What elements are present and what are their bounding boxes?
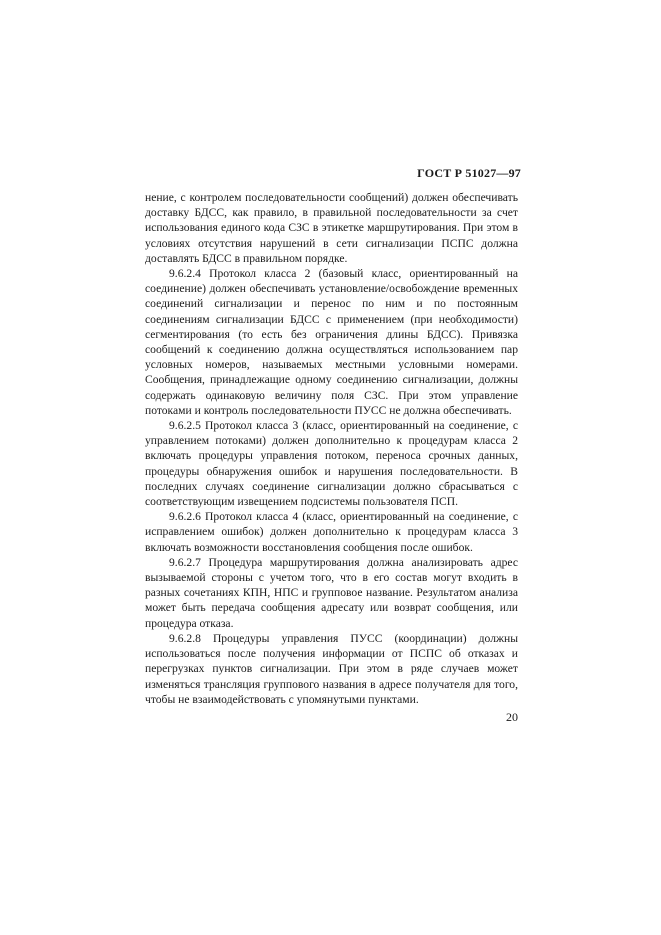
page-number: 20 xyxy=(506,710,518,724)
paragraph-9-6-2-7: 9.6.2.7 Процедура маршрутирования должна анализировать адрес вызываемой стороны с учетом того, что в его состав могут входить в разных сочетаниях КПН, НПС и групповое название. Результатом анализа может быть передача сообщения адресату или возврат сообщения, или процедура отказа. xyxy=(145,555,518,630)
paragraph-continuation: нение, с контролем последовательности сообщений) должен обеспечивать доставку БДСС, как правило, в правильной последовательности за счет использования единого кода СЗС в этикетке маршрутирования. При этом в условиях отсутствия нарушений в сети сигнализации ПСПС должна доставлять БДСС в правильном порядке. xyxy=(145,191,518,265)
document-header-standard-number: ГОСТ Р 51027—97 xyxy=(417,166,521,180)
paragraph-9-6-2-8: 9.6.2.8 Процедуры управления ПУСС (координации) должны использоваться после получения информации от ПСПС об отказах и перегрузках пунктов сигнализации. При этом в ряде случаев может изменяться трансляция группового названия в адресе получателя для того, чтобы не взаимодействовать с упомянутыми пунктами. xyxy=(145,631,518,706)
paragraph-9-6-2-6: 9.6.2.6 Протокол класса 4 (класс, ориентированный на соединение, с исправлением ошибок) должен дополнительно к процедурам класса 3 включать возможности восстановления сообщения после ошибок. xyxy=(145,510,518,554)
document-body xyxy=(145,190,518,707)
paragraph-9-6-2-4: 9.6.2.4 Протокол класса 2 (базовый класс, ориентированный на соединение) должен обеспечивать установление/освобождение временных соединений сигнализации и перенос по ним и по постоянным соединениям сигнализации БДСС с применением (при необходимости) сегментирования (то есть без ограничения длины БДСС). Привязка сообщений к соединению должна осуществляться использованием пар условных номеров, называемых местными условными номерами. Сообщения, принадлежащие одному соединению сигнализации, должны содержать одинаковую величину поля СЗС. При этом управление потоками и контроль последовательности ПУСС не должна обеспечивать. xyxy=(145,267,518,417)
paragraph-9-6-2-5: 9.6.2.5 Протокол класса 3 (класс, ориентированный на соединение, с управлением потоками) должен дополнительно к процедурам класса 2 включать процедуры управления потоком, переноса срочных данных, процедуры обнаружения ошибок и нарушения последовательности. В последних случаях соединение сигнализации должно сбрасываться с соответствующим извещением подсистемы пользователя ПСП. xyxy=(145,419,518,509)
